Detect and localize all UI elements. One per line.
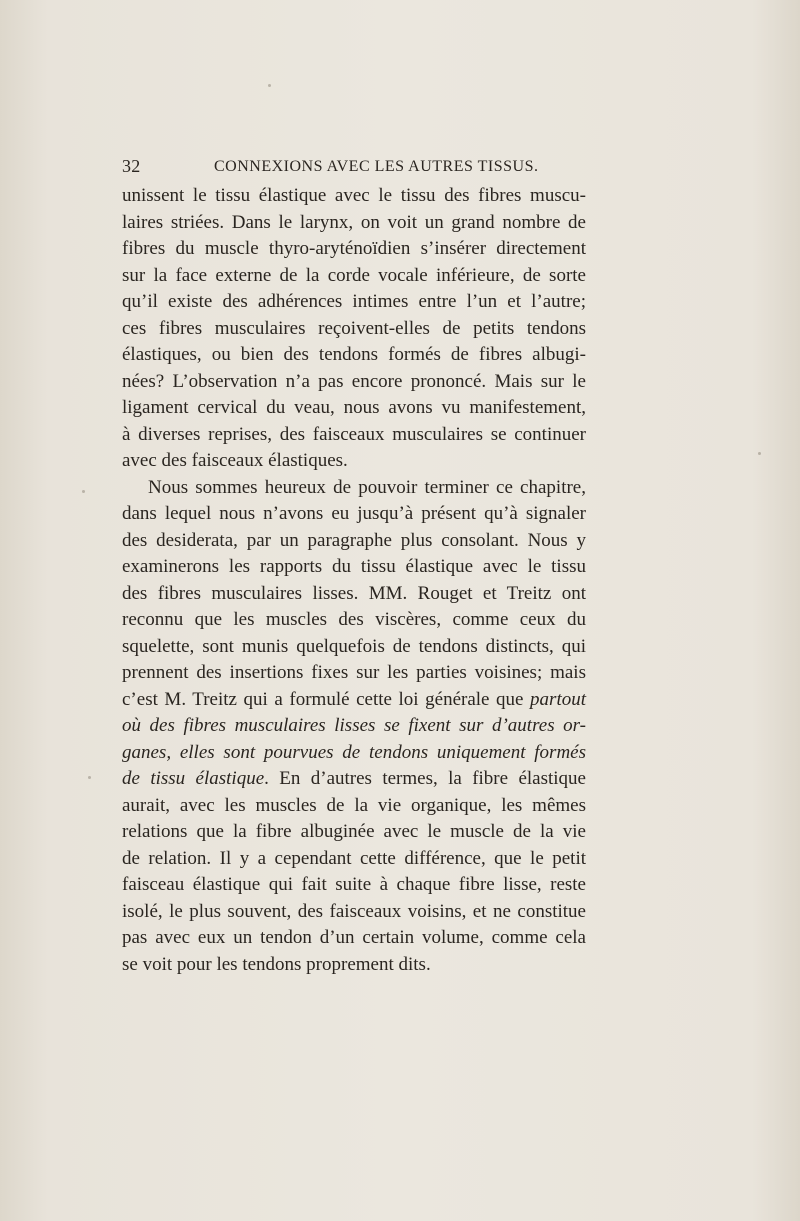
- text-line: relations que la fibre albuginée avec le muscle de la vie: [122, 821, 586, 842]
- text-line: élastiques, ou bien des tendons formés de fibres albugi-: [122, 344, 586, 365]
- text-line: prennent des insertions fixes sur les parties voisines; mais: [122, 662, 586, 683]
- text-line: dans lequel nous n’avons eu jusqu’à présent qu’à signaler: [122, 503, 586, 524]
- page-header: [122, 156, 590, 180]
- text-line: faisceau élastique qui fait suite à chaque fibre lisse, reste: [122, 874, 586, 895]
- text-line: ligament cervical du veau, nous avons vu manifestement,: [122, 397, 586, 418]
- text-line: [122, 766, 586, 793]
- text-line: à diverses reprises, des faisceaux musculaires se continuer: [122, 423, 586, 445]
- paragraph-2: [122, 475, 586, 979]
- text-line: nées? L’observation n’a pas encore prononcé. Mais sur le: [122, 370, 586, 392]
- paper-speck: [268, 84, 271, 87]
- text-line: fibres du muscle thyro-aryténoïdien s’insérer directement: [122, 238, 586, 259]
- text-line: examinerons les rapports du tissu élastique avec le tissu: [122, 556, 586, 577]
- text-line: unissent le tissu élastique avec le tissu des fibres muscu-: [122, 185, 586, 206]
- text-line: qu’il existe des adhérences intimes entre l’un et l’autre;: [122, 291, 586, 312]
- text-line: sur la face externe de la corde vocale inférieure, de sorte: [122, 264, 586, 286]
- italic-line: où des fibres musculaires lisses se fixent sur d’autres or-: [122, 715, 586, 736]
- text-fragment: c’est M. Treitz qui a formulé cette loi générale que: [122, 688, 531, 710]
- text-fragment: . En d’autres termes, la fibre élastique: [264, 768, 586, 789]
- text-line: squelette, sont munis quelquefois de tendons distincts, qui: [122, 635, 586, 657]
- italic-line: ganes, elles sont pourvues de tendons uniquement formés: [122, 741, 586, 763]
- text-line: aurait, avec les muscles de la vie organique, les mêmes: [122, 794, 586, 816]
- italic-fragment: de tissu élastique: [122, 768, 265, 789]
- text-line: de relation. Il y a cependant cette différence, que le petit: [122, 847, 586, 869]
- text-line: des desiderata, par un paragraphe plus consolant. Nous y: [122, 529, 586, 551]
- text-line: reconnu que les muscles des viscères, comme ceux du: [122, 609, 586, 630]
- paragraph-1: [122, 183, 586, 475]
- text-line: se voit pour les tendons proprement dits.: [122, 953, 431, 975]
- italic-fragment: partout: [530, 688, 586, 710]
- paper-speck: [82, 490, 85, 493]
- text-line: avec des faisceaux élastiques.: [122, 450, 348, 471]
- paper-speck: [88, 776, 91, 779]
- text-line: des fibres musculaires lisses. MM. Rouget et Treitz ont: [122, 582, 586, 604]
- text-line: laires striées. Dans le larynx, on voit un grand nombre de: [122, 211, 586, 233]
- page-number: 32: [122, 156, 141, 176]
- text-line: pas avec eux un tendon d’un certain volume, comme cela: [122, 927, 586, 948]
- running-head: CONNEXIONS AVEC LES AUTRES TISSUS.: [214, 158, 539, 175]
- text-line: ces fibres musculaires reçoivent-elles de petits tendons: [122, 317, 586, 339]
- text-line: [122, 687, 586, 714]
- text-line: isolé, le plus souvent, des faisceaux voisins, et ne constitue: [122, 900, 586, 922]
- paper-speck: [758, 452, 761, 455]
- body-text: [122, 183, 586, 978]
- text-line: Nous sommes heureux de pouvoir terminer ce chapitre,: [148, 476, 586, 498]
